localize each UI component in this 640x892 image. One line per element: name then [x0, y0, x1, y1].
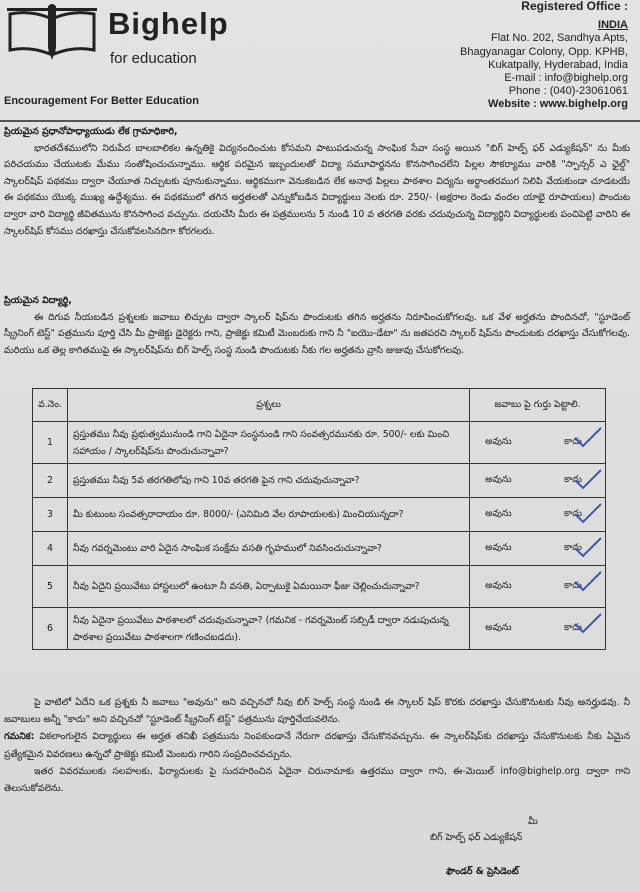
table-row [33, 464, 606, 498]
address-line: Bhagyanagar Colony, Opp. KPHB, [460, 45, 628, 58]
row-number: 1 [33, 422, 68, 464]
answer-yes-option[interactable]: అవును [485, 580, 512, 591]
table-row [33, 608, 606, 650]
row-number: 3 [33, 498, 68, 532]
row-answer-cell[interactable] [470, 608, 606, 650]
salutation-headmaster: ప్రియమైన ప్రధానోపాధ్యాయుడు లేక గ్రామాధికారి, [4, 126, 178, 137]
row-question: నీవు ఏదైని ప్రయివేటు హాస్టలులో ఉంటూ నీ వసతి, ఏర్పాటుకై ఏమయినా ఫీజు చెల్లించుచున్నావా? [67, 566, 469, 608]
row-answer-cell[interactable] [470, 422, 606, 464]
office-website: Website : www.bighelp.org [488, 98, 628, 111]
answer-yes-option[interactable]: అవును [485, 622, 512, 633]
answer-yes-option[interactable]: అవును [485, 542, 512, 553]
answer-no-option[interactable]: కాదు [564, 580, 582, 591]
answer-no-option[interactable]: కాదు [564, 508, 582, 519]
check-mark-icon [573, 426, 603, 448]
paragraph-instructions: ఈ దిగువ నీయబడిన ప్రశ్నలకు జవాబు లిచ్చుట ద్వారా స్కాలర్ షిప్‌ను పొందుటకు తగిన అర్హతను నిరూపించుకోగలవు. ఒక వేళ అర్హతను పొందినచో, "స్టూడెంట్ స్క్రీనింగ్ టెస్ట్" పత్రమును పూర్తి చేసి మీ ప్రాజెక్టు డైరెక్టరు గాని, ప్రాజెక్టు కమిటీ మెంబరుకు గాని నీ "ఐయొ-డేటా" ను జతపరచి స్కాలర్ షిప్‌ను పొందుటకు దరఖాస్తు చేసుకోగలవు. మరియు ఒక తెల్ల కాగితముపై ఈ స్కాలర్‌షిప్‌ను బిగ్ హెల్ప్ సంస్థ నుండి పొందుటకు నీకు గల అర్హతను వ్రాసి జుజువు చేసుకోగలవు. [4, 311, 630, 356]
row-answer-cell[interactable] [470, 566, 606, 608]
row-number: 4 [33, 532, 68, 566]
answer-no-option[interactable]: కాదు [564, 542, 582, 553]
address-line: Kukatpally, Hyderabad, India [488, 58, 628, 71]
row-question: మీ కుటుంబ సంవత్సరాదాయం రూ. 8000/- (ఎనిమిది వేల రూపాయలకు) మించియున్నదా? [67, 498, 469, 532]
check-mark-icon [573, 570, 603, 592]
table-row [33, 566, 606, 608]
row-number: 2 [33, 464, 68, 498]
motto: Encouragement For Better Education [4, 95, 199, 107]
row-answer-cell[interactable] [470, 532, 606, 566]
salutation-student: ప్రియమైన విద్యార్థి, [4, 295, 72, 306]
row-question: ప్రస్తుతము నీవు 5వ తరగతిలోపు గాని 10వ తరగతి పైన గాని చదువుచున్నావా? [67, 464, 469, 498]
closing-org: బిగ్ హెల్ప్ ఫర్ ఎడ్యుకేషన్ [430, 832, 523, 843]
office-phone: Phone : (040)-23061061 [508, 85, 628, 98]
header-divider [0, 120, 640, 122]
open-book-pen-logo [6, 4, 98, 66]
answer-no-option[interactable]: కాదు [564, 474, 582, 485]
table-row [33, 532, 606, 566]
letter-section-2 [4, 293, 630, 359]
answer-yes-option[interactable]: అవును [485, 508, 512, 519]
col-header-number: వ.నెం. [33, 389, 68, 422]
paragraph-eligibility-result: పై వాటిలో ఏదేని ఒక ప్రశ్నకు నీ జవాబు "అవును" అని వచ్చినచో నీవు బిగ్ హెల్ప్ సంస్థ నుండి ఈ స్కాలర్ షిప్ కొరకు దరఖాస్తు చేసుకొనుటకు నీవు అనర్హుడవు. నీ జవాబులు అన్నీ "కాదు" అని వచ్చినచో "స్టూడెంట్ స్క్రీనింగ్ టెస్ట్" పత్రమును పూర్తిచేయవలెను. [4, 697, 630, 726]
table-row [33, 498, 606, 532]
closing-title: ఫౌండర్ & ప్రెసిడెంట్ [446, 866, 519, 877]
office-email: E-mail : info@bighelp.org [504, 72, 628, 85]
note-text: వికలాంగులైన విద్యార్థులు ఈ అర్హత తనిఖీ పత్రమును నింపకుండానే నేరుగా దరఖాస్తు చేసుకొనవచ్చును. ఈ స్కాలర్‌షిప్‌కు దరఖాస్తు చేసుకొనుటకు నీకు ఏమైన ప్రత్యేకమైన వివరణలు ఉన్నచో ప్రాజెక్టు కమిటీ మెంబరు గారిని సంప్రదించవచ్చును. [4, 731, 630, 760]
row-question: ప్రస్తుతము నీవు ప్రభుత్వమునుండి గాని ఏదైనా సంస్థనుండి గాని సంవత్సరమునకు రూ. 500/- లకు మించి సహాయం / స్కాలర్‌షిప్‌ను పొందుచున్నావా? [67, 422, 469, 464]
check-mark-icon [573, 536, 603, 558]
answer-no-option[interactable]: కాదు [564, 622, 582, 633]
closing-yours: మీ [528, 816, 538, 827]
note-paragraph [4, 728, 630, 762]
check-mark-icon [573, 468, 603, 490]
address-line: Flat No. 202, Sandhya Apts, [491, 32, 628, 45]
eligibility-table [32, 388, 606, 650]
paragraph-intro: భారతదేశములోని నిరుపేద బాలబాలికల ఉన్నతికై విద్యనందించుట కోసమని పాటుపడుచున్న సాంఘిక సేవా సంస్థ అయిన "బిగ్ హెల్ప్ ఫర్ ఎడ్యుకేషన్" ను మీకు పరిచయము చేయుటకు మేము సంతోషించుచున్నాము. ఆర్థిక పరమైన ఇబ్బందులతో విద్యా సమూపార్జనను కొనసాగించలేని పిల్లల సౌకర్యాము వారికి "స్పాన్సర్ ఎ ఛైల్డ్" స్కాలర్‌షిప్ పథకము ద్వారా చేయూత నిచ్చుటకు పూనుకున్నాము. ఆర్థికముగా వెనుకబడిన లేక అనాథ పిల్లలు పాఠశాల విద్యను అర్ధాంతరముగ నిలిపి వేయకుండా చూడటయే ఈ పథకము యొక్క ముఖ్య ఉద్దేశ్యము. ఈ పథకములో తగిన అర్హతలతో ఎన్నుకోబడిన విద్యార్థులు నెలకు రూ. 250/- (అక్షరాల రెండు వందల యాభై రూపాయలు) పొందుట ద్వారా వారి విద్యార్థి జీవితమును కొనసాగించ వచ్చును. దయచేసి మీరు ఈ పత్రములను 5 నుండి 10 వ తరగతి వరకు చదువుచున్న విద్యార్థిని విద్యార్థులకు పంచిపెట్టి వారిని ఈ స్కాలర్‌షిప్ కోసము దరఖాస్తు చేసుకోవలసినదిగా కోరగలరు. [4, 142, 630, 237]
office-country: INDIA [598, 19, 628, 32]
brand-name: Bighelp [108, 6, 229, 41]
brand-subtitle: for education [110, 50, 197, 67]
letter-section-1 [4, 124, 630, 240]
registered-office-block [368, 0, 628, 112]
answer-yes-option[interactable]: అవును [485, 474, 512, 485]
row-question: నీవు గవర్నమెంటు వారి ఏదైన సాంఘిక సంక్షేమ వసతి గృహములో నివసించుచున్నావా? [67, 532, 469, 566]
letter-footer [4, 694, 630, 797]
row-answer-cell[interactable] [470, 464, 606, 498]
row-answer-cell[interactable] [470, 498, 606, 532]
check-mark-icon [573, 612, 603, 634]
answer-no-option[interactable]: కాదు [564, 436, 582, 447]
col-header-answer: జవాబు పై గుర్తు పెట్టాలి. [470, 389, 606, 422]
row-number: 5 [33, 566, 68, 608]
answer-yes-option[interactable]: అవును [485, 436, 512, 447]
office-title: Registered Office : [521, 0, 628, 13]
paragraph-contact: ఇతర వివరములకు సలహలకు, ఫిర్యాదులకు పై సుదహరించిన ఏదైనా చిరునామాకు ఉత్తరము ద్వారా గాని, ఈ-మెయిల్ info@bighelp.org ద్వారా గాని తెలుసుకోవలెను. [4, 765, 630, 795]
table-header-row [33, 389, 606, 422]
col-header-questions: ప్రశ్నలు [67, 389, 469, 422]
row-question: నీవు ఏదైనా ప్రయివేటు పాఠశాలలో చదువుచున్నావా? (గమనిక - గవర్నమెంట్ సబ్సిడీ ద్వారా నడుపుచున్న పాఠశాల ప్రయివేటు పాఠశాలగా గణించబడదు). [67, 608, 469, 650]
note-label: గమనిక: [4, 731, 35, 743]
table-row [33, 422, 606, 464]
check-mark-icon [573, 502, 603, 524]
row-number: 6 [33, 608, 68, 650]
